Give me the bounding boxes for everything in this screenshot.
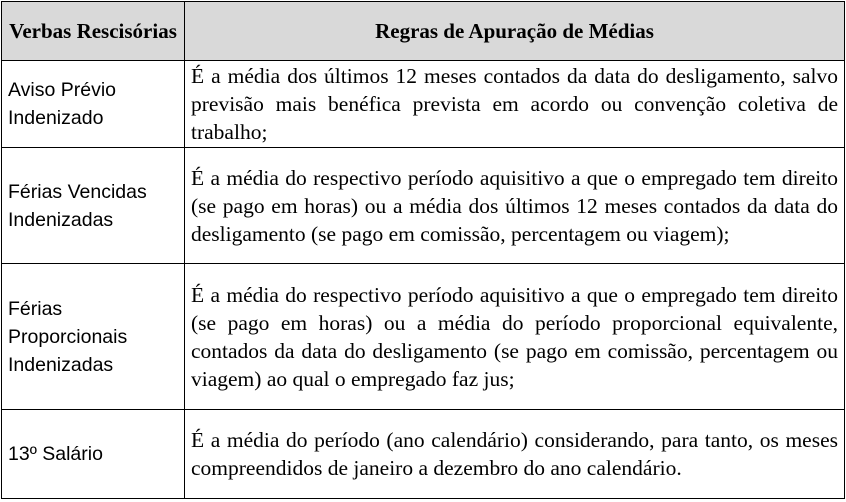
regra-cell: É a média do respectivo período aquisitivo a que o empregado tem direito (se pago em horas) ou a média do período proporcional equivalente, contados da data do desligamento (se pago em comissão, percentagem ou viagem) ao qual o empregado faz jus; <box>185 264 845 409</box>
regra-cell: É a média dos últimos 12 meses contados da data do desligamento, salvo previsão mais benéfica prevista em acordo ou convenção coletiva de trabalho; <box>185 61 845 148</box>
table-body <box>2 61 845 499</box>
header-verbas-rescisorias: Verbas Rescisórias <box>2 2 185 61</box>
header-row <box>2 2 845 61</box>
table-row <box>2 409 845 498</box>
regra-cell: É a média do respectivo período aquisitivo a que o empregado tem direito (se pago em horas) ou a média dos últimos 12 meses contados da data do desligamento (se pago em comissão, percentagem ou viagem); <box>185 148 845 264</box>
table-row <box>2 148 845 264</box>
verba-cell: Férias Proporcionais Indenizadas <box>2 264 185 409</box>
table-row <box>2 61 845 148</box>
header-regras-apuracao: Regras de Apuração de Médias <box>185 2 845 61</box>
verba-cell: Aviso Prévio Indenizado <box>2 61 185 148</box>
regra-cell: É a média do período (ano calendário) considerando, para tanto, os meses compreendidos de janeiro a dezembro do ano calendário. <box>185 409 845 498</box>
averages-rules-table <box>1 1 845 499</box>
table-row <box>2 264 845 409</box>
verba-cell: Férias Vencidas Indenizadas <box>2 148 185 264</box>
table-header <box>2 2 845 61</box>
verba-cell: 13º Salário <box>2 409 185 498</box>
